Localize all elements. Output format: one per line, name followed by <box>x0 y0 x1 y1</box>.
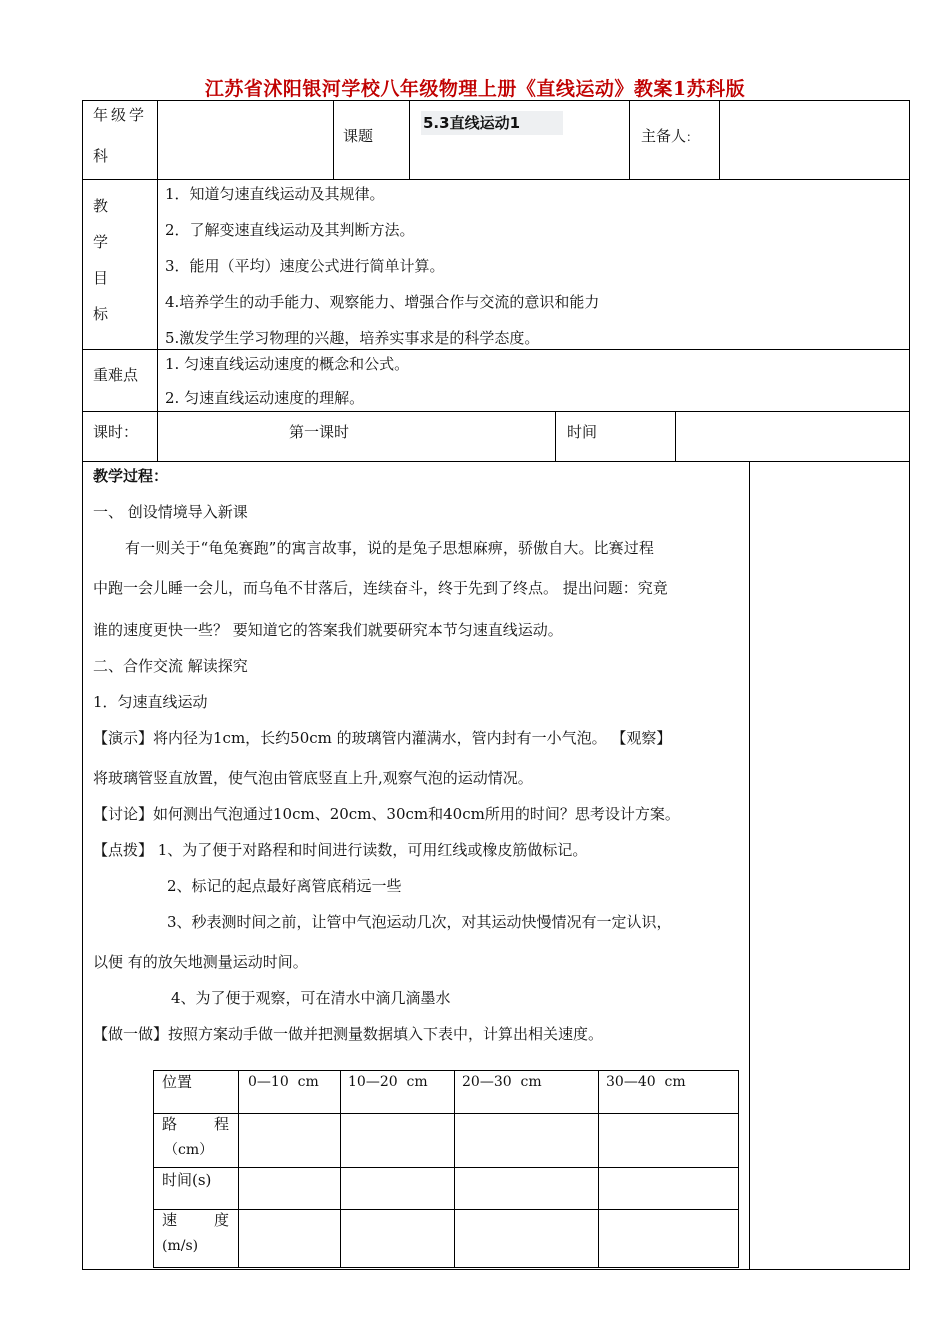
table-header: 位置 <box>162 1073 193 1091</box>
tip-paragraph: 2、标记的起点最好离管底稍远一些 <box>167 877 402 895</box>
col-divider <box>719 101 720 179</box>
grade-subject-label: 年级学 <box>93 106 148 124</box>
grade-subject-label-2: 科 <box>93 147 109 165</box>
discuss-paragraph: 【讨论】如何测出气泡通过10cm、20cm、30cm和40cm所用的时间？思考设计方案。 <box>93 805 680 823</box>
table-header: 0—10 cm <box>248 1074 319 1090</box>
col-divider <box>238 1071 239 1267</box>
row-label-speed: 度 <box>214 1211 230 1229</box>
col-divider <box>629 101 630 179</box>
objective-item: 5.激发学生学习物理的兴趣，培养实事求是的科学态度。 <box>165 329 540 347</box>
story-paragraph: 谁的速度更快一些？ 要知道它的答案我们就要研究本节匀速直线运动。 <box>93 621 563 639</box>
objective-item: 2．了解变速直线运动及其判断方法。 <box>165 221 415 239</box>
demo-paragraph: 将玻璃管竖直放置，使气泡由管底竖直上升,观察气泡的运动情况。 <box>93 769 533 787</box>
section-heading: 二、合作交流 解读探究 <box>93 657 248 675</box>
document-title: 江苏省沭阳银河学校八年级物理上册《直线运动》教案1苏科版 <box>204 78 746 100</box>
objective-item: 1．知道匀速直线运动及其规律。 <box>165 185 385 203</box>
row-label-distance-unit: （cm） <box>164 1142 214 1158</box>
key-point-item: 1. 匀速直线运动速度的概念和公式。 <box>165 355 410 373</box>
objectives-label-1: 教 <box>93 197 109 215</box>
row-divider <box>83 179 909 180</box>
table-header: 20—30 cm <box>462 1074 542 1090</box>
col-divider <box>598 1071 599 1267</box>
table-header: 10—20 cm <box>348 1074 428 1090</box>
tip-paragraph: 4、为了便于观察，可在清水中滴几滴墨水 <box>171 989 451 1007</box>
objectives-label-3: 目 <box>93 269 109 287</box>
col-divider <box>555 411 556 461</box>
demo-paragraph: 【演示】将内径为1cm，长约50cm 的玻璃管内灌满水，管内封有一小气泡。 【观察】 <box>93 729 672 747</box>
objectives-label-4: 标 <box>93 305 109 323</box>
period-label: 课时： <box>93 423 139 441</box>
objectives-label-2: 学 <box>93 233 109 251</box>
notes-column-divider <box>749 461 750 1269</box>
row-divider <box>154 1167 738 1168</box>
col-divider <box>157 179 158 461</box>
story-paragraph: 有一则关于“龟兔赛跑”的寓言故事，说的是兔子思想麻痹，骄傲自大。比赛过程 <box>125 539 654 557</box>
tip-paragraph: 以便 有的放矢地测量运动时间。 <box>93 953 308 971</box>
col-divider <box>157 101 158 179</box>
row-divider <box>154 1209 738 1210</box>
activity-paragraph: 【做一做】按照方案动手做一做并把测量数据填入下表中，计算出相关速度。 <box>93 1025 604 1043</box>
row-label-speed: 速 <box>162 1211 178 1229</box>
objective-item: 3．能用（平均）速度公式进行简单计算。 <box>165 257 445 275</box>
col-divider <box>340 1071 341 1267</box>
preparer-label <box>641 127 698 146</box>
col-divider <box>454 1071 455 1267</box>
row-label-speed-unit: (m/s) <box>162 1238 199 1254</box>
row-label-distance: 路 <box>162 1115 178 1133</box>
row-divider <box>83 461 909 462</box>
time-label: 时间 <box>567 423 598 441</box>
tip-paragraph: 【点拨】 1、为了便于对路程和时间进行读数，可用红线或橡皮筋做标记。 <box>93 841 588 859</box>
preparer-label-text: 主备人 <box>641 127 687 145</box>
topic-label: 课题 <box>343 127 374 145</box>
topic-value: 5.3直线运动1 <box>421 111 563 135</box>
section-heading: 一、 创设情境导入新课 <box>93 503 248 521</box>
col-divider <box>409 101 410 179</box>
row-divider <box>83 411 909 412</box>
story-paragraph: 中跑一会儿睡一会儿，而乌龟不甘落后，连续奋斗，终于先到了终点。 提出问题：究竟 <box>93 579 668 597</box>
preparer-suffix: ： <box>686 130 699 144</box>
key-points-label: 重难点 <box>93 366 139 384</box>
row-label-distance: 程 <box>214 1115 230 1133</box>
key-point-item: 2. 匀速直线运动速度的理解。 <box>165 389 365 407</box>
col-divider <box>333 101 334 179</box>
measurement-table <box>153 1070 739 1268</box>
period-value: 第一课时 <box>289 423 350 441</box>
col-divider <box>675 411 676 461</box>
row-divider <box>154 1113 738 1114</box>
subsection-heading: 1．匀速直线运动 <box>93 693 208 711</box>
table-header: 30—40 cm <box>606 1074 686 1090</box>
row-label-time: 时间(s) <box>162 1171 212 1189</box>
tip-paragraph: 3、秒表测时间之前，让管中气泡运动几次，对其运动快慢情况有一定认识， <box>167 913 672 931</box>
process-heading: 教学过程： <box>93 467 169 485</box>
row-divider <box>83 349 909 350</box>
objective-item: 4.培养学生的动手能力、观察能力、增强合作与交流的意识和能力 <box>165 293 600 311</box>
